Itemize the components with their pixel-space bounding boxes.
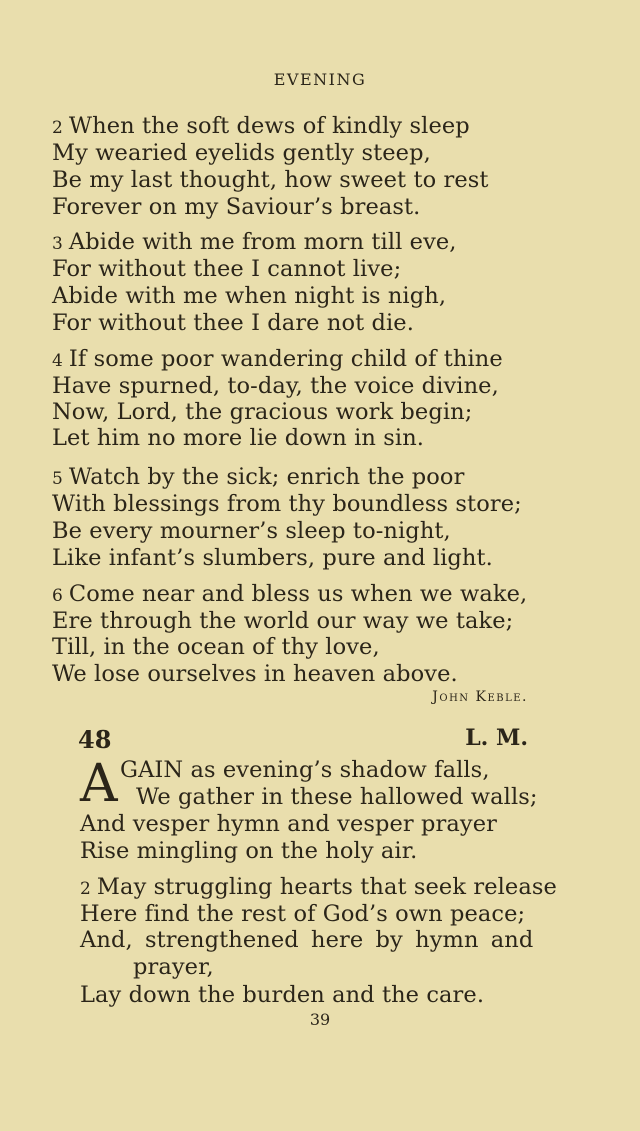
- verse-line: Abide with me when night is nigh,: [52, 283, 447, 309]
- verse-number: 3: [52, 234, 63, 254]
- verse-line: We lose ourselves in heaven above.: [52, 661, 458, 687]
- verse-line: Like infant’s slumbers, pure and light.: [52, 545, 493, 571]
- drop-cap: A: [80, 754, 118, 814]
- verse-line: If some poor wandering child of thine: [68, 346, 503, 372]
- verse-line: Be every mourner’s sleep to-night,: [52, 518, 451, 544]
- hymn-number: 48: [78, 725, 112, 754]
- page-number: 39: [309, 1010, 331, 1029]
- verse-line: For without thee I dare not die.: [52, 310, 414, 336]
- verse-line: Be my last thought, how sweet to rest: [52, 167, 489, 193]
- verse-line: And vesper hymn and vesper prayer: [80, 811, 497, 837]
- verse-line: Ere through the world our way we take;: [52, 608, 514, 634]
- verse-number: 2: [80, 879, 91, 899]
- author-attribution: John Keble.: [432, 689, 528, 705]
- verse-line: GAIN as evening’s shadow falls,: [120, 757, 490, 783]
- verse-line: Come near and bless us when we wake,: [68, 581, 528, 607]
- verse-line: Let him no more lie down in sin.: [52, 425, 425, 451]
- verse-line: With blessings from thy boundless store;: [52, 491, 522, 517]
- verse-line: Rise mingling on the holy air.: [80, 838, 418, 864]
- verse-line: Abide with me from morn till eve,: [68, 229, 457, 255]
- hymn-meter: L. M.: [465, 725, 528, 751]
- verse-line: Here find the rest of God’s own peace;: [80, 901, 526, 927]
- verse-line: When the soft dews of kindly sleep: [68, 113, 470, 139]
- verse-line: And, strengthened here by hymn and: [80, 927, 534, 953]
- verse-line: Watch by the sick; enrich the poor: [68, 464, 465, 490]
- verse-line: Till, in the ocean of thy love,: [52, 634, 380, 660]
- verse-number: 6: [52, 586, 63, 606]
- verse-number: 2: [52, 118, 63, 138]
- verse-line: Now, Lord, the gracious work begin;: [52, 399, 473, 425]
- verse-line: For without thee I cannot live;: [52, 256, 402, 282]
- verse-number: 4: [52, 351, 63, 371]
- verse-number: 5: [52, 469, 63, 489]
- verse-line: Have spurned, to-day, the voice divine,: [52, 373, 499, 399]
- running-head: EVENING: [273, 70, 367, 89]
- verse-line: prayer,: [133, 954, 214, 980]
- verse-line: May struggling hearts that seek release: [96, 874, 557, 900]
- verse-line: Forever on my Saviour’s breast.: [52, 194, 421, 220]
- verse-line: Lay down the burden and the care.: [80, 982, 485, 1008]
- verse-line: We gather in these hallowed walls;: [136, 784, 538, 810]
- verse-line: My wearied eyelids gently steep,: [52, 140, 431, 166]
